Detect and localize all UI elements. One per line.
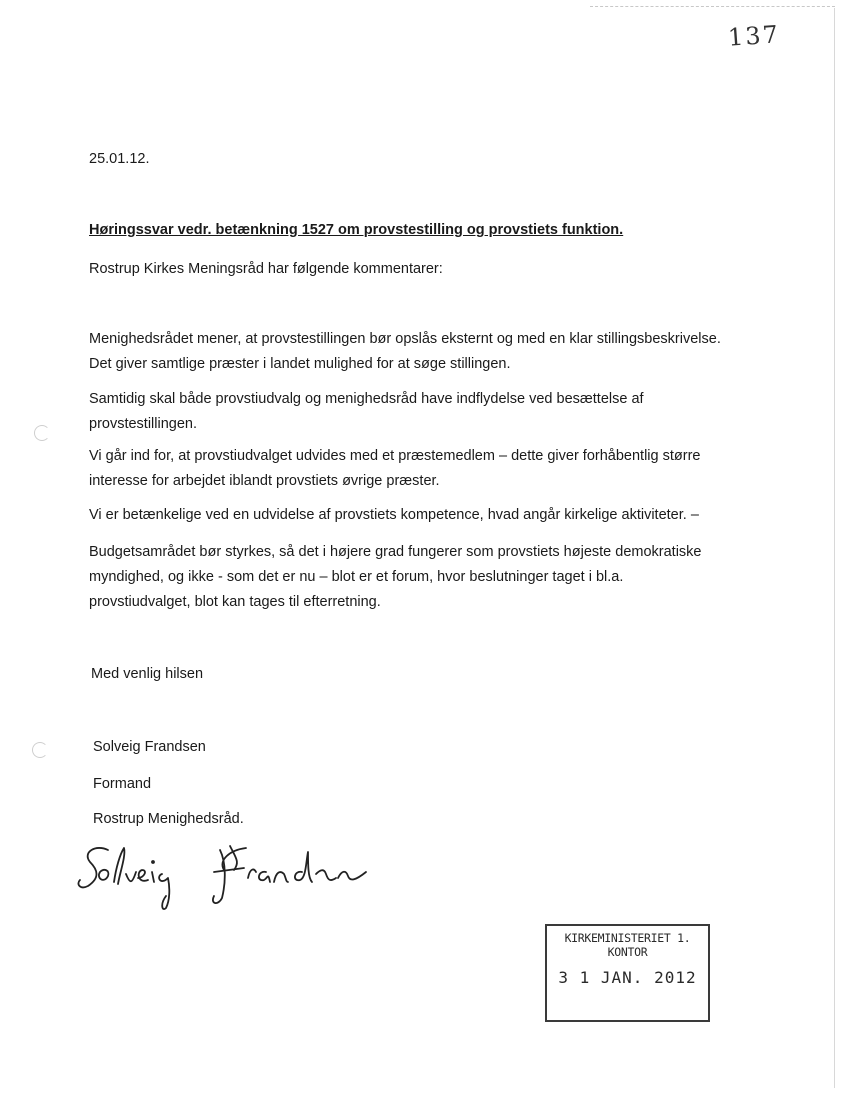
- paragraph-2-line-1: Samtidig skal både provstiudvalg og menighedsråd have indflydelse ved besættelse af: [89, 391, 644, 407]
- paragraph-2-line-2: provstestillingen.: [89, 416, 197, 432]
- punch-hole-bottom: [32, 742, 48, 758]
- signer-title: Formand: [93, 776, 152, 792]
- page-edge-right: [834, 8, 835, 1088]
- letter-heading: Høringssvar vedr. betænkning 1527 om provstestilling og provstiets funktion.: [89, 222, 624, 238]
- paragraph-5-line-1: Budgetsamrådet bør styrkes, så det i højere grad fungerer som provstiets højeste demokratiske: [89, 544, 702, 560]
- stamp-date: 3 1 JAN. 2012: [558, 968, 697, 987]
- signer-name: Solveig Frandsen: [93, 739, 206, 755]
- paragraph-3-line-2: interesse for arbejdet iblandt provstiets øvrige præster.: [89, 473, 440, 489]
- handwritten-signature: [70, 838, 390, 918]
- letter-date: 25.01.12.: [89, 151, 150, 167]
- paragraph-1-line-2: Det giver samtlige præster i landet mulighed for at søge stillingen.: [89, 356, 511, 372]
- paragraph-1-line-1: Menighedsrådet mener, at provstestillingen bør opslås eksternt og med en klar stillingsbeskrivelse.: [89, 331, 721, 347]
- paragraph-5-line-3: provstiudvalget, blot kan tages til efterretning.: [89, 594, 381, 610]
- paragraph-4-line-1: Vi er betænkelige ved en udvidelse af provstiets kompetence, hvad angår kirkelige aktiviteter. –: [89, 507, 699, 523]
- paragraph-3-line-1: Vi går ind for, at provstiudvalget udvides med et præstemedlem – dette giver forhåbentlig større: [89, 448, 701, 464]
- received-stamp: [545, 924, 710, 1022]
- signer-organization: Rostrup Menighedsråd.: [93, 811, 244, 827]
- page-number: 137: [727, 20, 781, 52]
- letter-intro: Rostrup Kirkes Meningsråd har følgende kommentarer:: [89, 261, 443, 277]
- punch-hole-top: [34, 425, 50, 441]
- page-edge-top: [590, 6, 835, 7]
- paragraph-5-line-2: myndighed, og ikke - som det er nu – blot er et forum, hvor beslutninger taget i bl.a.: [89, 569, 624, 585]
- stamp-office-label: KIRKEMINISTERIET 1. KONTOR: [564, 931, 691, 959]
- closing-greeting: Med venlig hilsen: [91, 666, 204, 682]
